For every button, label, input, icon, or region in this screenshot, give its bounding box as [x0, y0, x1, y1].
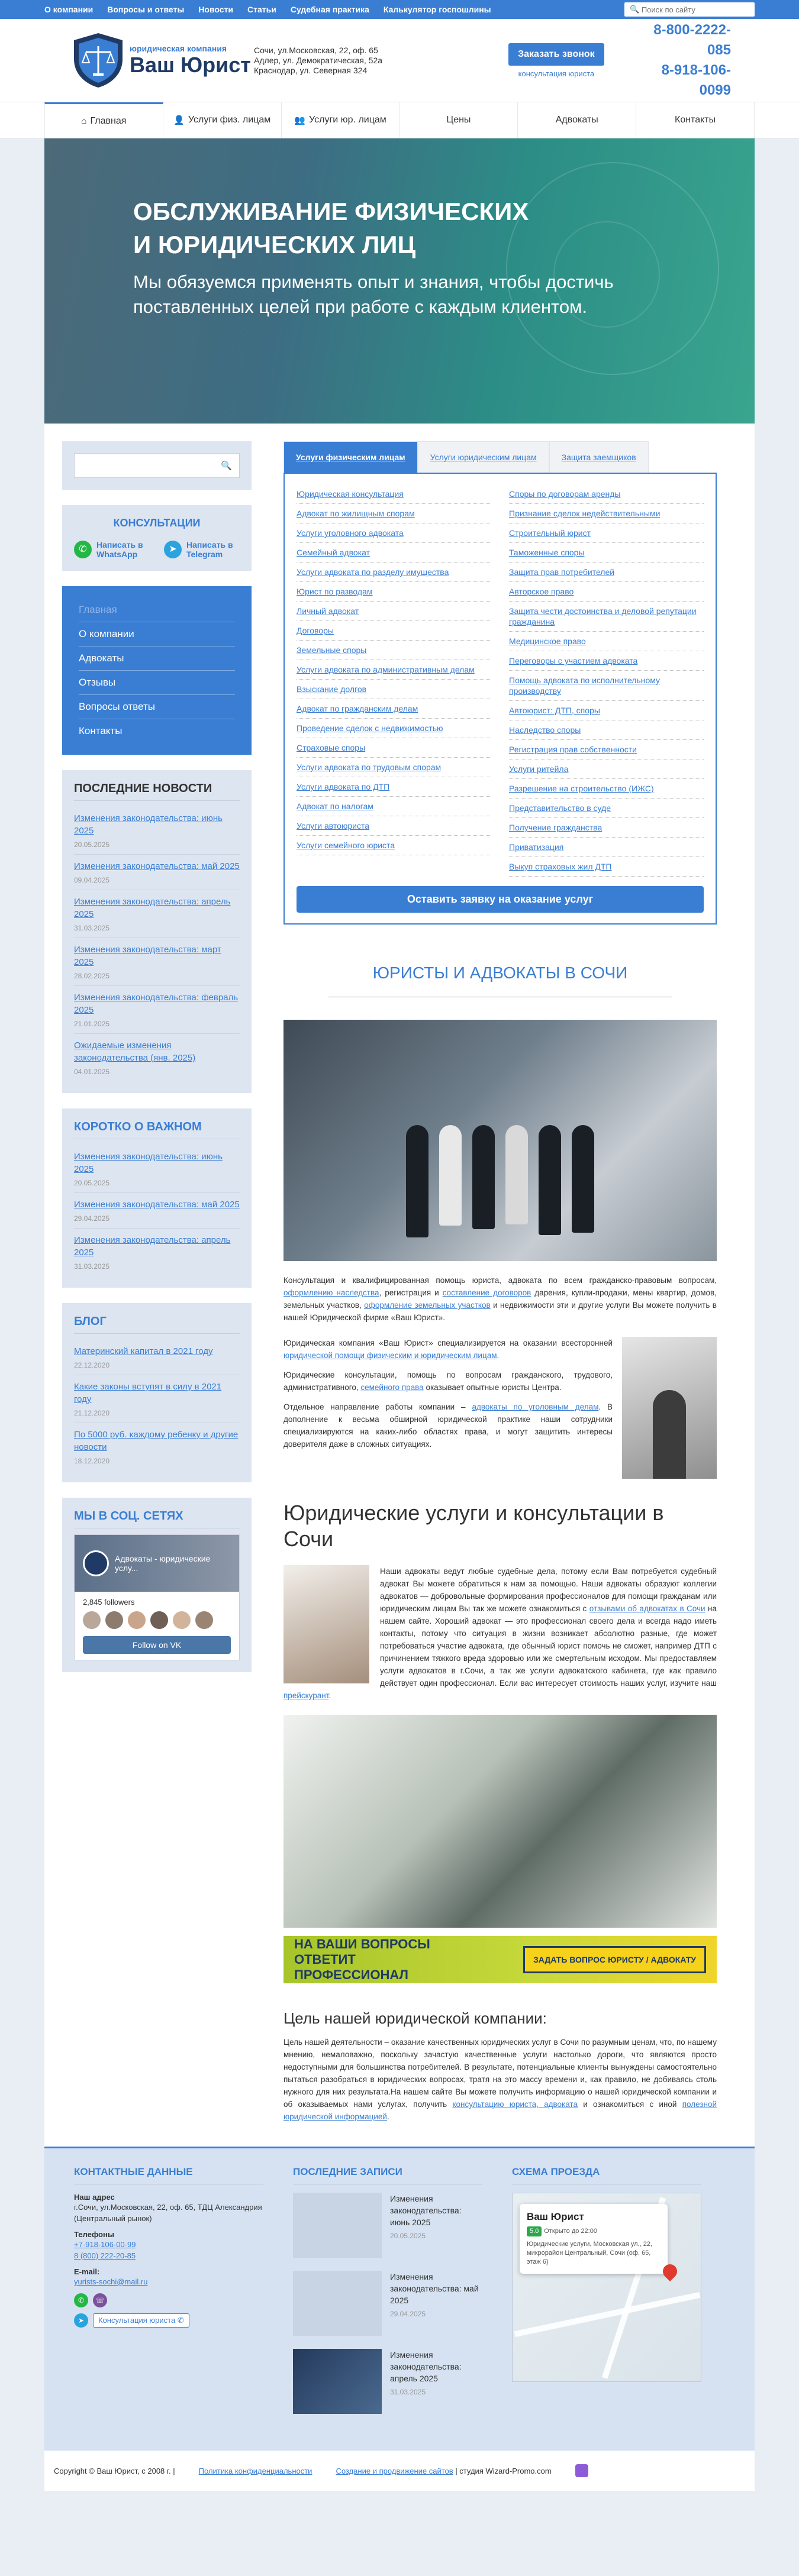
- vk-follow-button[interactable]: Follow on VK: [83, 1636, 231, 1654]
- company-paragraph: Юридическая компания «Ваш Юрист» специализируется на оказании всесторонней юридической помощи физическим и юридическим лицам.: [283, 1339, 613, 1360]
- copyright-bar: [44, 2451, 755, 2491]
- top-bar: [0, 0, 799, 19]
- list-item: [74, 1340, 240, 1375]
- service-link[interactable]: Помощь адвоката по исполнительному производству: [509, 671, 704, 701]
- service-link[interactable]: Разрешение на строительство (ИЖС): [509, 779, 704, 799]
- service-link[interactable]: Адвокат по гражданским делам: [297, 699, 491, 719]
- map-rating: 5.0: [527, 2226, 542, 2236]
- lawyer-photo: [622, 1337, 717, 1479]
- phone-icon: ✆: [177, 2316, 184, 2325]
- sidebar-search-input[interactable]: [82, 461, 221, 470]
- service-link[interactable]: Юридическая консультация: [297, 484, 491, 504]
- important-card: [62, 1108, 252, 1288]
- tab-panel: [283, 473, 717, 925]
- top-link-court-practice[interactable]: Судебная практика: [290, 5, 369, 14]
- latest-news-title: ПОСЛЕДНИЕ НОВОСТИ: [74, 782, 240, 801]
- nav-label: Адвокаты: [555, 115, 598, 125]
- top-search-input[interactable]: [642, 5, 749, 14]
- news-date: 04.01.2025: [74, 1068, 110, 1076]
- nav-item-prices[interactable]: [400, 102, 518, 138]
- footer-address: г.Сочи, ул.Московская, 22, оф. 65, ТДЦ Александрия (Центральный рынок): [74, 2203, 262, 2223]
- studio-text: | студия Wizard-Promo.com: [455, 2466, 552, 2475]
- footer-consult-button[interactable]: Консультация юриста ✆: [93, 2313, 189, 2328]
- nav-item-legal-entities[interactable]: [282, 102, 400, 138]
- service-link[interactable]: Услуги адвоката по административным делам: [297, 660, 491, 680]
- search-icon: 🔍: [630, 5, 642, 14]
- important-link[interactable]: Изменения законодательства: май 2025: [74, 1200, 240, 1210]
- shield-scales-icon: [72, 32, 125, 89]
- services-column-right: [509, 484, 704, 877]
- service-link[interactable]: Адвокат по жилищным спорам: [297, 504, 491, 523]
- list-item: [293, 2193, 482, 2258]
- legal-help-link[interactable]: юридической помощи физическим и юридическим лицам: [283, 1351, 497, 1360]
- services-paragraph: Наши адвокаты ведут любые судебные дела, потому если Вам потребуется судебный адвокат Вы можете обратиться к нам за помощью. Наши адвокаты образуют коллегии адвокатов — добровольные формирования профессионалов для помощи гражданам или юридическим лицам Вы так же можете ознакомиться с отзывами об адвокатах в Сочи на нашем сайте. Хороший адвокат — это профессионал своего дела и всегда надо иметь контакты, потому что ситуация в жизни возникает абсолютно разные, где может потребоваться участие адвоката, где обычный юрист помочь не сможет, например ДТП с причинением тяжкого вреда здоровью или же смертельным исходом. Мы предоставляем услуги адвокатов в г.Сочи, а так же услуги адвокатского кабинета, где как правило действует один профессионал. Если вас интересует стоимость наших услуг, изучите наш прейскурант.: [283, 1567, 717, 1700]
- nav-item-individuals[interactable]: [163, 102, 282, 138]
- criminal-paragraph: Отдельное направление работы компании – адвокаты по уголовным делам. В дополнение к весьма обширной юридической практике наши сотрудники специализируются на каких-либо областях права, и могут защитить интересы доверителя даже в сложных ситуациях.: [283, 1402, 613, 1449]
- footer-phone[interactable]: 8 (800) 222-20-85: [74, 2251, 136, 2260]
- address-label: Наш адрес: [74, 2193, 115, 2202]
- news-link[interactable]: Изменения законодательства: июнь 2025: [74, 813, 223, 836]
- footer-phone[interactable]: +7-918-106-00-99: [74, 2240, 136, 2249]
- header-addresses: [254, 46, 457, 76]
- service-link[interactable]: Защита прав потребителей: [509, 563, 704, 582]
- blog-link[interactable]: Материнский капитал в 2021 году: [74, 1346, 213, 1356]
- order-call-button[interactable]: Заказать звонок: [508, 43, 604, 66]
- sidebar: [62, 441, 252, 2123]
- top-link-faq[interactable]: Вопросы и ответы: [107, 5, 185, 14]
- sidebar-item-lawyers[interactable]: Адвокаты: [79, 647, 235, 671]
- hero-banner: [44, 138, 755, 424]
- main-nav: [0, 102, 799, 138]
- whatsapp-icon: ✆: [74, 541, 92, 558]
- vk-group-name[interactable]: Адвокаты - юридические услу...: [115, 1554, 211, 1573]
- service-link[interactable]: Взыскание долгов: [297, 680, 491, 699]
- reviews-link[interactable]: отзывами об адвокатах в Сочи: [589, 1604, 705, 1613]
- top-link-about[interactable]: О компании: [44, 5, 94, 14]
- banner-text: НА ВАШИ ВОПРОСЫ ОТВЕТИТ ПРОФЕССИОНАЛ: [294, 1937, 430, 1982]
- top-link-articles[interactable]: Статьи: [247, 5, 276, 14]
- nav-label: Контакты: [675, 115, 716, 125]
- land-link[interactable]: оформление земельных участков: [364, 1301, 491, 1310]
- news-date: 09.04.2025: [74, 876, 110, 884]
- service-link[interactable]: Услуги семейного юриста: [297, 836, 491, 855]
- list-item: [293, 2349, 482, 2414]
- service-link[interactable]: Переговоры с участием адвоката: [509, 651, 704, 671]
- news-link[interactable]: Изменения законодательства: февраль 2025: [74, 993, 239, 1015]
- blog-link[interactable]: Какие законы вступят в силу в 2021 году: [74, 1382, 222, 1404]
- list-item: [74, 1229, 240, 1276]
- team-photo: [283, 1020, 717, 1261]
- sidebar-item-contacts[interactable]: Контакты: [79, 725, 123, 736]
- list-item: [74, 807, 240, 855]
- important-date: 29.04.2025: [74, 1214, 110, 1223]
- important-date: 20.05.2025: [74, 1179, 110, 1187]
- list-item: [74, 1034, 240, 1081]
- nav-label: Услуги юр. лицам: [309, 115, 386, 125]
- intro-paragraph: Консультация и квалифицированная помощь юриста, адвоката по всем гражданско-правовым вопросам, оформлению наследства, регистрация и составление договоров дарения, купли-продажи, мены квартир, домов, земельных участков, оформление земельных участков и недвижимости эти и другие услуги Вы можете получить в нашей Юридической фирме «Ваш Юрист».: [283, 1276, 717, 1322]
- service-link[interactable]: Услуги адвоката по ДТП: [297, 777, 491, 797]
- footer-posts-title: ПОСЛЕДНИЕ ЗАПИСИ: [293, 2166, 482, 2184]
- footer-contacts-title: КОНТАКТНЫЕ ДАННЫЕ: [74, 2166, 263, 2184]
- lawyer-woman-photo: [283, 1565, 369, 1683]
- hero-lead: Мы обязуемся применять опыт и знания, чтобы достичь поставленных целей при работе с каждым клиентом.: [133, 272, 614, 317]
- list-item: [74, 890, 240, 938]
- call-subtitle[interactable]: консультация юриста: [518, 69, 595, 78]
- footer-email[interactable]: yurists-sochi@mail.ru: [74, 2277, 148, 2286]
- address-line: Краснодар, ул. Северная 324: [254, 65, 368, 75]
- footer: [44, 2147, 755, 2451]
- news-link[interactable]: Ожидаемые изменения законодательства (янв. 2025): [74, 1040, 196, 1063]
- map-hours: Открыто до 22:00: [544, 2228, 597, 2235]
- service-link[interactable]: Представительство в суде: [509, 799, 704, 818]
- service-link[interactable]: Услуги адвоката по трудовым спорам: [297, 758, 491, 777]
- logo-subtitle: юридическая компания: [130, 44, 227, 53]
- service-link[interactable]: Признание сделок недействительными: [509, 504, 704, 523]
- service-link[interactable]: Наследство споры: [509, 720, 704, 740]
- important-link[interactable]: Изменения законодательства: июнь 2025: [74, 1152, 223, 1174]
- social-title: МЫ В СОЦ. СЕТЯХ: [74, 1510, 240, 1528]
- home-icon: ⌂: [81, 116, 87, 126]
- footer-map-title: СХЕМА ПРОЕЗДА: [512, 2166, 701, 2184]
- service-link[interactable]: Услуги автоюриста: [297, 816, 491, 836]
- whatsapp-icon[interactable]: ✆: [74, 2293, 88, 2307]
- post-link[interactable]: Изменения законодательства: апрель 2025: [390, 2350, 462, 2383]
- sidebar-item-reviews[interactable]: Отзывы: [79, 671, 235, 695]
- address-line: Адлер, ул. Демократическая, 52а: [254, 55, 383, 65]
- list-item: [74, 938, 240, 986]
- web-dev-link[interactable]: Создание и продвижение сайтов: [336, 2466, 453, 2475]
- map-place-name: Ваш Юрист: [527, 2211, 584, 2222]
- footer-contacts: [74, 2166, 263, 2427]
- top-link-news[interactable]: Новости: [198, 5, 234, 14]
- whatsapp-link[interactable]: ✆ Написать в WhatsApp: [74, 540, 150, 559]
- consultations-card: [62, 505, 252, 571]
- post-link[interactable]: Изменения законодательства: май 2025: [390, 2272, 479, 2305]
- header: [0, 19, 799, 102]
- list-item: [74, 1145, 240, 1193]
- news-date: 31.03.2025: [74, 924, 110, 932]
- nav-label: Услуги физ. лицам: [188, 115, 271, 125]
- post-date: 31.03.2025: [390, 2388, 426, 2396]
- vk-faces: [83, 1611, 231, 1629]
- footer-map: [512, 2166, 701, 2427]
- hero-title: ОБСЛУЖИВАНИЕ ФИЗИЧЕСКИХ И ЮРИДИЧЕСКИХ ЛИЦ: [133, 198, 529, 258]
- map-address: Юридические услуги, Московская ул., 22, микрорайон Центральный, Сочи (оф. 65, этаж 6): [527, 2241, 652, 2265]
- important-date: 31.03.2025: [74, 1262, 110, 1271]
- goal-heading: Цель нашей юридической компании:: [283, 2009, 547, 2027]
- consult-paragraph: Юридические консультации, помощь по вопросам гражданского, трудового, административного, семейного права оказывает опытные юристы Центра.: [283, 1371, 613, 1392]
- news-date: 21.01.2025: [74, 1020, 110, 1028]
- list-item: [74, 986, 240, 1034]
- users-icon: 👥: [294, 115, 306, 125]
- service-link[interactable]: Авторское право: [509, 582, 704, 602]
- service-link[interactable]: Страховые споры: [297, 738, 491, 758]
- blog-title: БЛОГ: [74, 1315, 240, 1334]
- inheritance-link[interactable]: оформлению наследства: [283, 1288, 379, 1297]
- viber-icon[interactable]: ☏: [93, 2293, 107, 2307]
- sidebar-search-card: [62, 441, 252, 490]
- sidebar-item-faq[interactable]: Вопросы ответы: [79, 695, 235, 719]
- blog-date: 22.12.2020: [74, 1361, 110, 1369]
- sidebar-menu: [62, 586, 252, 755]
- news-link[interactable]: Изменения законодательства: май 2025: [74, 861, 240, 871]
- service-link[interactable]: Земельные споры: [297, 641, 491, 660]
- phones-label: Телефоны: [74, 2230, 114, 2239]
- footer-latest-posts: [293, 2166, 482, 2427]
- blog-link[interactable]: По 5000 руб. каждому ребенку и другие новости: [74, 1430, 239, 1452]
- vk-avatar: [83, 1550, 109, 1576]
- main-content: [283, 441, 717, 2123]
- user-icon: 👤: [173, 115, 185, 125]
- logo-title: Ваш Юрист: [130, 53, 251, 77]
- list-item: [74, 1423, 240, 1470]
- list-item: [74, 1375, 240, 1423]
- service-link[interactable]: Адвокат по налогам: [297, 797, 491, 816]
- services-heading: Юридические услуги и консультации в Сочи: [283, 1501, 664, 1551]
- blog-date: 21.12.2020: [74, 1409, 110, 1417]
- latest-news-card: [62, 770, 252, 1093]
- news-date: 20.05.2025: [74, 841, 110, 849]
- top-link-fee-calculator[interactable]: Калькулятор госпошлины: [383, 5, 491, 14]
- service-link[interactable]: Проведение сделок с недвижимостью: [297, 719, 491, 738]
- consultation-link[interactable]: консультацию юриста, адвоката: [452, 2100, 578, 2109]
- list-item: [74, 1193, 240, 1229]
- useful-info-link[interactable]: полезной юридической информацией: [283, 2100, 717, 2121]
- section-title: ЮРИСТЫ И АДВОКАТЫ В СОЧИ: [372, 964, 628, 982]
- post-thumbnail[interactable]: [293, 2349, 382, 2414]
- service-link[interactable]: Получение гражданства: [509, 818, 704, 838]
- ask-question-button[interactable]: ЗАДАТЬ ВОПРОС ЮРИСТУ / АДВОКАТУ: [523, 1946, 706, 1973]
- service-link[interactable]: Споры по договорам аренды: [509, 484, 704, 504]
- privacy-policy-link[interactable]: Политика конфиденциальности: [198, 2466, 312, 2475]
- service-link[interactable]: Защита чести достоинства и деловой репутации гражданина: [509, 602, 704, 632]
- service-request-button[interactable]: Оставить заявку на оказание услуг: [297, 886, 704, 913]
- office-photo: [283, 1715, 717, 1928]
- email-label: E-mail:: [74, 2267, 100, 2276]
- logo[interactable]: [44, 32, 254, 89]
- service-link[interactable]: Медицинское право: [509, 632, 704, 651]
- nav-label: Цены: [446, 115, 471, 125]
- post-link[interactable]: Изменения законодательства: июнь 2025: [390, 2194, 462, 2227]
- sidebar-search: [74, 453, 240, 478]
- service-link[interactable]: Услуги уголовного адвоката: [297, 523, 491, 543]
- list-item: [74, 855, 240, 890]
- goal-paragraph: Цель нашей деятельности – оказание качественных юридических услуг в Сочи по разумным ценам, что, по нашему мнению, немаловажно, поскольку зачастую качественные услуги настолько дороги, что являются просто недоступными для большинства потребителей. В результате, потенциальные клиенты вынуждены самостоятельно пытаться разобраться в юридических вопросах, тратя на это массу времени и, как правило, не добиваясь столь нужного для них результата.На нашем сайте Вы можете получить информацию о нашей юридической компании и об оказываемых нами услугах, получить консультацию юриста, адвоката и ознакомиться с иной полезной юридической информацией.: [283, 2038, 717, 2121]
- nav-label: Главная: [90, 115, 127, 126]
- post-date: 20.05.2025: [390, 2232, 426, 2240]
- phone-secondary[interactable]: 8-918-106-0099: [661, 62, 731, 98]
- service-link[interactable]: Автоюрист: ДТП, споры: [509, 701, 704, 720]
- service-link[interactable]: Выкуп страховых жил ДТП: [509, 857, 704, 877]
- important-title: КОРОТКО О ВАЖНОМ: [74, 1120, 240, 1139]
- service-link[interactable]: Приватизация: [509, 838, 704, 857]
- sidebar-item-home[interactable]: Главная: [79, 598, 235, 622]
- blog-card: [62, 1303, 252, 1482]
- search-icon[interactable]: 🔍: [221, 461, 232, 471]
- service-link[interactable]: Строительный юрист: [509, 523, 704, 543]
- ask-banner[interactable]: [283, 1936, 717, 1983]
- vk-widget: [74, 1534, 240, 1660]
- contracts-link[interactable]: составление договоров: [442, 1288, 531, 1297]
- services-column-left: [297, 484, 491, 877]
- blog-date: 18.12.2020: [74, 1457, 110, 1465]
- post-thumbnail[interactable]: [293, 2271, 382, 2336]
- service-link[interactable]: Услуги ритейла: [509, 759, 704, 779]
- tab-legal-entities[interactable]: Услуги юридическим лицам: [418, 441, 549, 473]
- vk-followers: 2,845 followers: [83, 1598, 135, 1607]
- sidebar-item-about[interactable]: О компании: [79, 622, 235, 647]
- nav-item-lawyers[interactable]: [518, 102, 636, 138]
- post-date: 29.04.2025: [390, 2310, 426, 2318]
- map-widget[interactable]: [512, 2193, 701, 2382]
- family-law-link[interactable]: семейного права: [360, 1383, 424, 1392]
- service-link[interactable]: Семейный адвокат: [297, 543, 491, 563]
- map-place-card[interactable]: [520, 2204, 668, 2274]
- news-link[interactable]: Изменения законодательства: март 2025: [74, 945, 221, 967]
- telegram-link[interactable]: ➤ Написать в Telegram: [164, 540, 240, 559]
- social-card: [62, 1498, 252, 1672]
- tab-individuals[interactable]: Услуги физическим лицам: [283, 441, 418, 473]
- service-link[interactable]: Юрист по разводам: [297, 582, 491, 602]
- news-date: 28.02.2025: [74, 972, 110, 980]
- services-tabs: [283, 441, 717, 473]
- price-link[interactable]: прейскурант: [283, 1691, 329, 1700]
- top-search: [624, 2, 755, 17]
- tab-borrowers[interactable]: Защита заемщиков: [549, 441, 649, 473]
- phone-primary[interactable]: 8-800-2222-085: [653, 22, 731, 58]
- service-link[interactable]: Договоры: [297, 621, 491, 641]
- criminal-lawyers-link[interactable]: адвокаты по уголовным делам: [472, 1402, 599, 1411]
- telegram-icon[interactable]: ➤: [74, 2313, 88, 2328]
- list-item: [293, 2271, 482, 2336]
- nav-item-home[interactable]: [44, 102, 163, 138]
- consultations-title: КОНСУЛЬТАЦИИ: [113, 517, 201, 529]
- address-line: Сочи, ул.Московская, 22, оф. 65: [254, 45, 378, 55]
- service-link[interactable]: Услуги адвоката по разделу имущества: [297, 563, 491, 582]
- nav-item-contacts[interactable]: [636, 102, 755, 138]
- service-link[interactable]: Личный адвокат: [297, 602, 491, 621]
- news-link[interactable]: Изменения законодательства: апрель 2025: [74, 897, 231, 919]
- telegram-icon: ➤: [164, 541, 182, 558]
- important-link[interactable]: Изменения законодательства: апрель 2025: [74, 1235, 231, 1258]
- service-link[interactable]: Регистрация прав собственности: [509, 740, 704, 759]
- service-link[interactable]: Таможенные споры: [509, 543, 704, 563]
- studio-logo-icon: [575, 2464, 588, 2477]
- post-thumbnail[interactable]: [293, 2193, 382, 2258]
- copyright-text: Copyright © Ваш Юрист, с 2008 г. |: [54, 2466, 175, 2475]
